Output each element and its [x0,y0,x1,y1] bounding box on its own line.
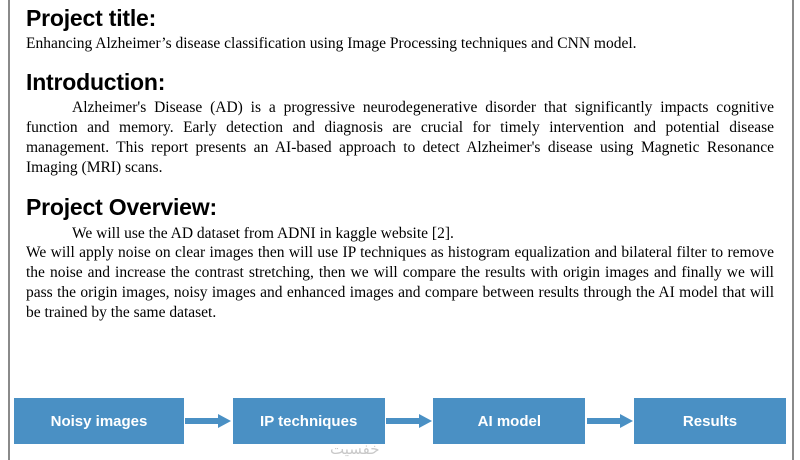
section-heading-project-title: Project title: [26,5,157,31]
flow-arrow-3-icon [585,398,634,444]
flow-step-noisy-images: Noisy images [14,398,184,444]
section-paragraph-overview-method: We will apply noise on clear images then will use IP techniques as histogram equalization and bilateral filter to remove the noise and increase the contrast stretching, then we will compare the results with origin images and finally we will pass the origin images, noisy images and enhanced images and compare between results through the AI model that will be trained by the same dataset. [26,244,774,321]
page-left-margin-rule [8,0,10,460]
section-heading-project-overview: Project Overview: [26,194,217,221]
section-paragraph-introduction: Alzheimer's Disease (AD) is a progressive neurodegenerative disorder that significantly impacts cognitive function and memory. Early detection and diagnosis are crucial for timely intervention and potential disease management. This report presents an AI-based approach to detect Alzheimer's disease using Magnetic Resonance Imaging (MRI) scans. [26,99,774,176]
page-right-margin-rule [792,0,794,460]
flow-step-ai-model: AI model [433,398,585,444]
watermark-text: خفسيت [330,440,380,458]
flow-arrow-2-icon [385,398,434,444]
flow-step-results: Results [634,398,786,444]
flow-diagram [14,396,786,446]
section-heading-introduction: Introduction: [26,68,166,95]
flow-step-ip-techniques: IP techniques [233,398,385,444]
flow-arrow-1-icon [184,398,233,444]
section-paragraph-project-title: Enhancing Alzheimer’s disease classification using Image Processing techniques and CNN model. [26,35,637,53]
section-paragraph-overview-dataset: We will use the AD dataset from ADNI in kaggle website [2]. [72,224,454,242]
